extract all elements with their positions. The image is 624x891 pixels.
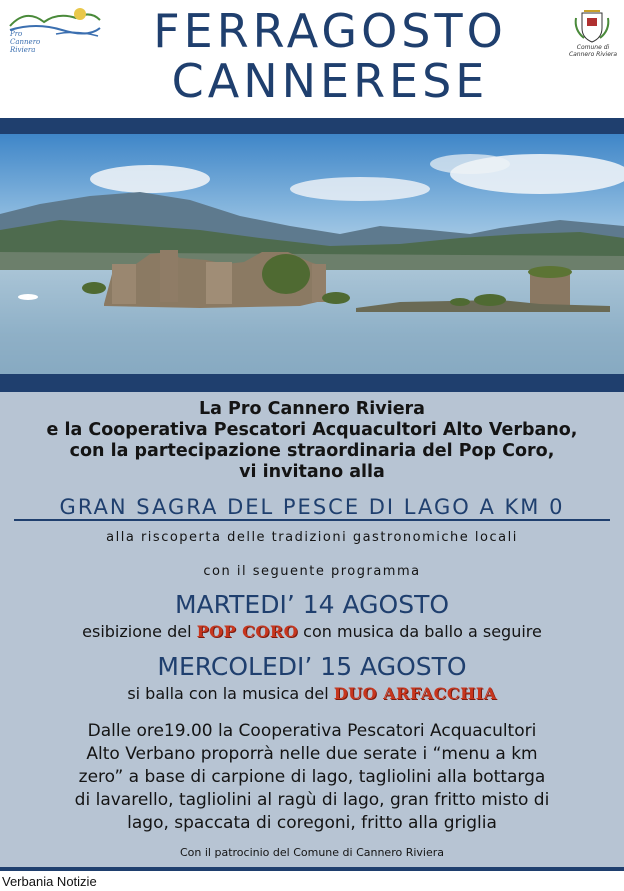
- intro-line-2: e la Cooperativa Pescatori Acquacultori Alto Verbano,: [46, 420, 578, 440]
- event-name: GRAN SAGRA DEL PESCE DI LAGO A KM 0: [59, 495, 565, 519]
- day-2-pre: si balla con la musica del: [127, 684, 334, 703]
- menu-line-5: lago, spaccata di coregoni, fritto alla griglia: [127, 813, 497, 833]
- menu-line-4: di lavarello, tagliolini al ragù di lago, gran fritto misto di: [74, 790, 550, 810]
- patronage-note: Con il patrocinio del Comune di Cannero Riviera: [180, 846, 444, 859]
- photo-bottom-band: [0, 374, 624, 392]
- lake-castle-illustration: [0, 134, 624, 374]
- menu-line-2: Alto Verbano proporrà nelle due serate i “menu a km: [86, 744, 538, 764]
- page-title: [110, 6, 550, 106]
- pro-loco-logo-text: Pro Cannero Riviera: [10, 30, 41, 54]
- day-1-pre: esibizione del: [82, 622, 197, 641]
- menu-line-1: Dalle ore19.00 la Cooperativa Pescatori Acquacultori: [87, 721, 537, 741]
- day-1-highlight: POP CORO: [196, 622, 299, 641]
- top-band: [0, 118, 624, 134]
- intro-line-1: La Pro Cannero Riviera: [199, 399, 425, 419]
- comune-crest-icon: [572, 4, 612, 44]
- pro-loco-logo: [6, 4, 102, 54]
- source-watermark: Verbania Notizie: [2, 874, 97, 889]
- day-1-date: MARTEDI’ 14 AGOSTO: [174, 590, 450, 619]
- day-1-post: con musica da ballo a seguire: [298, 622, 542, 641]
- program-intro: con il seguente programma: [203, 564, 421, 579]
- footer-stripe: [0, 867, 624, 871]
- event-tagline: alla riscoperta delle tradizioni gastronomiche locali: [106, 530, 518, 545]
- poster-header: [0, 0, 624, 118]
- menu-line-3: zero” a base di carpione di lago, tagliolini alla bottarga: [78, 767, 546, 787]
- title-line-2: CANNERESE: [171, 54, 489, 108]
- lake-castle-photo: [0, 134, 624, 374]
- day-2-highlight: DUO ARFACCHIA: [333, 684, 497, 703]
- day-1-description: [0, 622, 624, 641]
- title-line-1: FERRAGOSTO: [153, 4, 507, 58]
- event-name-underline: [14, 519, 610, 521]
- day-2-description: [0, 684, 624, 703]
- comune-crest-text: Comune di Cannero Riviera: [568, 44, 618, 58]
- intro-line-3: con la partecipazione straordinaria del Pop Coro,: [69, 441, 555, 461]
- day-2-date: MERCOLEDI’ 15 AGOSTO: [157, 652, 467, 681]
- intro-line-4: vi invitano alla: [239, 462, 385, 482]
